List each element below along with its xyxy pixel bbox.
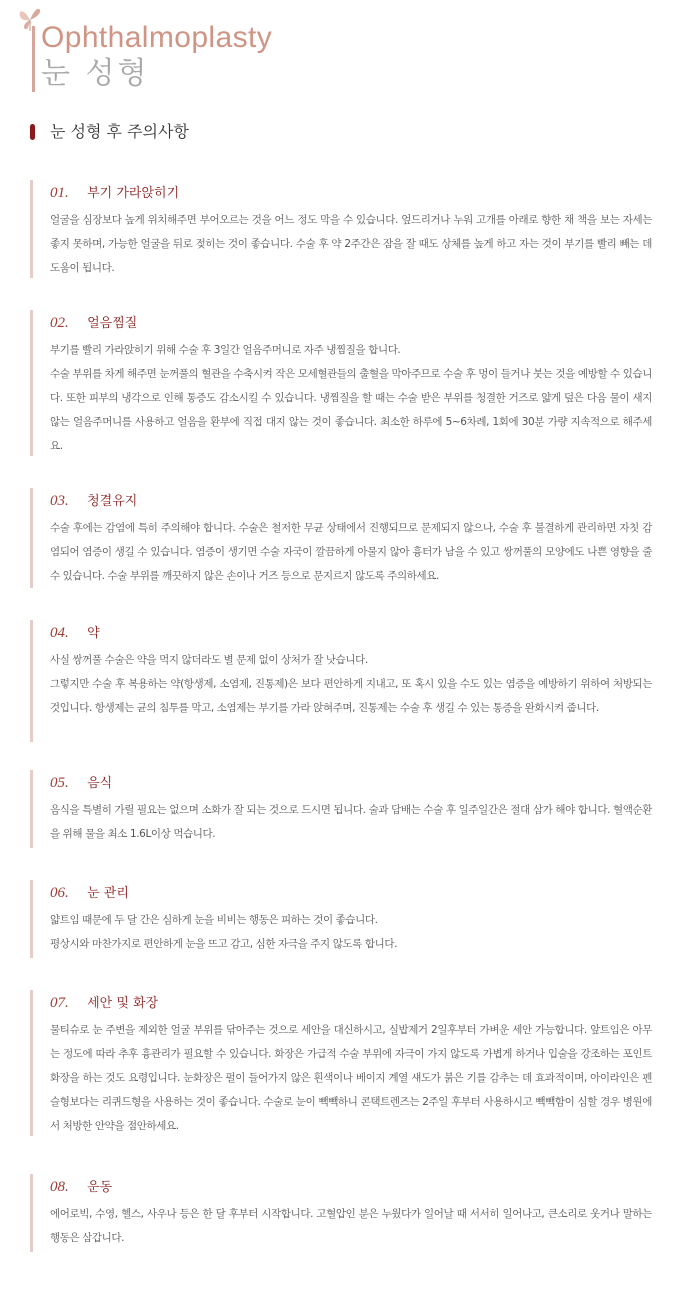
item-title: 약 (87, 626, 100, 641)
item-header (50, 310, 652, 334)
item-header (50, 620, 652, 644)
item-body (50, 1202, 652, 1250)
item-number: 05. (50, 775, 69, 791)
item-title: 운동 (87, 1180, 113, 1195)
care-item-eye-care (30, 880, 652, 958)
item-paragraph: 물티슈로 눈 주변을 제외한 얼굴 부위를 닦아주는 것으로 세안을 대신하시고, 실밥제거 2일후부터 가벼운 세안 가능합니다. 앞트임은 아무는 정도에 따라 추후 흉관리가 필요할 수 있습니다. 화장은 가급적 수술 부위에 자극이 가지 않도록 가볍게 하거나 입술을 강조하는 포인트 화장을 하는 것도 요령입니다. 눈화장은 펄이 들어가지 않은 흰색이나 베이지 계열 섀도가 붉은 기를 감추는 데 효과적이며, 아이라인은 펜슬형보다는 리퀴드형을 사용하는 것이 좋습니다. 수술로 눈이 빽빽하니 콘택트렌즈는 2주일 후부터 사용하시고 빽빽함이 심할 경우 병원에서 처방한 안약을 점안하세요. (50, 1024, 652, 1132)
item-body (50, 208, 652, 280)
item-paragraph: 얇트임 때문에 두 달 간은 심하게 눈을 비비는 행동은 피하는 것이 좋습니다. (50, 914, 378, 926)
care-item-exercise (30, 1174, 652, 1252)
item-number: 01. (50, 185, 69, 201)
item-number: 07. (50, 995, 69, 1011)
item-paragraph: 얼굴을 심장보다 높게 위치해주면 부어오르는 것을 어느 정도 막을 수 있습니다. 엎드리거나 누워 고개를 아래로 향한 채 책을 보는 자세는 좋지 못하며, 가능한 얼굴을 뒤로 젖히는 것이 좋습니다. 수술 후 약 2주간은 잠을 잘 때도 상체를 높게 하고 자는 것이 부기를 빨리 빼는 데 도움이 됩니다. (50, 214, 652, 274)
item-paragraph: 수술 후에는 감염에 특히 주의해야 합니다. 수술은 철저한 무균 상태에서 진행되므로 문제되지 않으나, 수술 후 불결하게 관리하면 자칫 감염되어 염증이 생길 수 있습니다. 염증이 생기면 수술 자국이 깔끔하게 아물지 않아 흉터가 남을 수 있고 쌍꺼풀의 모양에도 나쁜 영향을 줄 수 있습니다. 수술 부위를 깨끗하지 않은 손이나 거즈 등으로 문지르지 않도록 주의하세요. (50, 522, 652, 582)
item-paragraph: 그렇지만 수술 후 복용하는 약(항생제, 소염제, 진통제)은 보다 편안하게 지내고, 또 혹시 있을 수도 있는 염증을 예방하기 위하여 처방되는 것입니다. 항생제는 균의 침투를 막고, 소염제는 부기를 가라 앉혀주며, 진통제는 수술 후 생길 수 있는 통증을 완화시켜 줍니다. (50, 678, 652, 714)
care-item-hygiene (30, 488, 652, 588)
item-header (50, 1174, 652, 1198)
item-paragraph: 수술 부위를 차게 해주면 눈꺼풀의 혈관을 수축시켜 작은 모세혈관들의 출혈을 막아주므로 수술 후 멍이 들거나 붓는 것을 예방할 수 있습니다. 또한 피부의 냉각으로 인해 통증도 감소시킬 수 있습니다. 냉찜질을 할 때는 수술 받은 부위를 청결한 거즈로 얇게 덮은 다음 물이 새지 않는 얼음주머니를 사용하고 얼음을 환부에 직접 대지 않는 것이 좋습니다. 최소한 하루에 5~6차례, 1회에 30분 가량 지속적으로 해주세요. (50, 368, 652, 452)
section-title: 눈 성형 후 주의사항 (50, 122, 189, 141)
item-body (50, 516, 652, 588)
care-item-medication (30, 620, 652, 742)
item-title: 얼음찜질 (87, 316, 138, 331)
page-header (18, 4, 678, 94)
item-paragraph: 부기를 빨리 가라앉히기 위해 수술 후 3일간 얼음주머니로 자주 냉찜질을 합니다. (50, 344, 401, 356)
item-header (50, 488, 652, 512)
item-number: 08. (50, 1179, 69, 1195)
item-title: 청결유지 (87, 494, 138, 509)
care-item-ice-pack (30, 310, 652, 456)
care-item-swelling (30, 180, 652, 278)
item-number: 04. (50, 625, 69, 641)
item-body (50, 798, 652, 846)
page-title-en: Ophthalmoplasty (41, 21, 273, 54)
item-number: 06. (50, 885, 69, 901)
item-number: 02. (50, 315, 69, 331)
item-paragraph: 사실 쌍꺼풀 수술은 약을 먹지 않더라도 별 문제 없이 상처가 잘 낫습니다. (50, 654, 368, 666)
item-header (50, 880, 652, 904)
butterfly-icon (18, 6, 42, 32)
item-paragraph: 에어로빅, 수영, 헬스, 사우나 등은 한 달 후부터 시작합니다. 고혈압인 분은 누웠다가 일어날 때 서서히 일어나고, 큰소리로 웃거나 말하는 행동은 삼갑니다. (50, 1208, 652, 1244)
item-header (50, 180, 652, 204)
section-marker (30, 124, 35, 140)
item-body (50, 338, 652, 458)
page-title-ko: 눈 성형 (41, 56, 150, 91)
care-item-food (30, 770, 652, 848)
item-title: 음식 (87, 776, 113, 791)
item-title: 눈 관리 (87, 886, 129, 901)
item-header (50, 990, 652, 1014)
item-body (50, 648, 652, 720)
item-header (50, 770, 652, 794)
item-paragraph: 음식을 특별히 가릴 필요는 없으며 소화가 잘 되는 것으로 드시면 됩니다. 술과 담배는 수술 후 일주일간은 절대 삼가 해야 합니다. 혈액순환을 위해 물을 최소 1.6L이상 먹습니다. (50, 804, 652, 840)
item-paragraph: 평상시와 마찬가지로 편안하게 눈을 뜨고 감고, 심한 자극을 주지 않도록 합니다. (50, 938, 398, 950)
item-title: 부기 가라앉히기 (87, 186, 180, 201)
item-number: 03. (50, 493, 69, 509)
item-body (50, 1018, 652, 1138)
item-body (50, 908, 652, 956)
care-item-face-wash-makeup (30, 990, 652, 1136)
header-accent-bar (32, 26, 35, 92)
item-title: 세안 및 화장 (87, 996, 159, 1011)
